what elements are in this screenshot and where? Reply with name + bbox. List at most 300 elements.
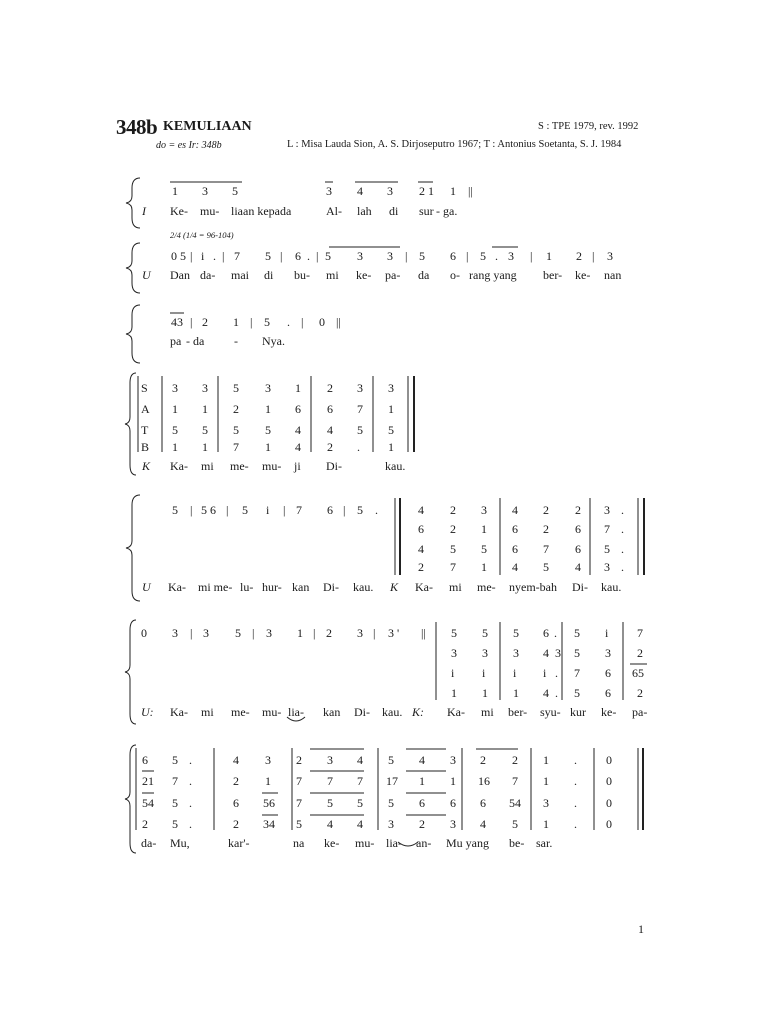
note: 3	[513, 646, 519, 660]
note: 4	[327, 423, 333, 437]
note: 3	[172, 626, 178, 640]
note: 5	[574, 646, 580, 660]
credits: L : Misa Lauda Sion, A. S. Dirjoseputro 1967; T : Antonius Soetanta, S. J. 1984	[287, 139, 622, 150]
note: 1	[172, 402, 178, 416]
note: 2	[576, 249, 582, 263]
note: 21	[142, 774, 154, 788]
note: 6	[450, 249, 456, 263]
note: 0	[606, 753, 612, 767]
note: 1	[546, 249, 552, 263]
note: 3	[327, 753, 333, 767]
lyric: lia-	[386, 836, 402, 850]
note: 7	[512, 774, 518, 788]
note: 2	[419, 817, 425, 831]
lyric: kar'-	[228, 836, 250, 850]
lyric: Ka-	[170, 705, 188, 719]
note: 5	[357, 796, 363, 810]
note: 34	[263, 817, 275, 831]
note: .	[495, 249, 498, 263]
lyric: lia-	[288, 705, 304, 719]
lyric: o-	[450, 268, 460, 282]
note: 1	[543, 753, 549, 767]
note: 3	[357, 381, 363, 395]
note: .	[213, 249, 216, 263]
note: 1	[482, 686, 488, 700]
note: 5	[172, 503, 178, 517]
lyric: kau.	[353, 580, 374, 594]
lyric: ke-	[601, 705, 617, 719]
lyric: sur	[419, 204, 434, 218]
note: 5	[388, 753, 394, 767]
note: .	[189, 817, 192, 831]
lyric: di	[264, 268, 274, 282]
barline: |	[250, 315, 253, 329]
note: 3	[604, 503, 610, 517]
note: 6	[512, 522, 518, 536]
note: 5	[451, 626, 457, 640]
note: 1	[543, 774, 549, 788]
note: 7	[296, 503, 302, 517]
role-label: U	[142, 580, 151, 594]
note: i	[543, 666, 547, 680]
lyric: me-	[231, 705, 250, 719]
lyric: sar.	[536, 836, 553, 850]
note: 1	[265, 774, 271, 788]
lyric: lah	[357, 204, 372, 218]
note: i	[201, 249, 205, 263]
note: 6	[450, 796, 456, 810]
lyric: hur-	[262, 580, 282, 594]
note: 5	[388, 423, 394, 437]
note: 4	[327, 817, 333, 831]
lyric: kau.	[382, 705, 403, 719]
source-info: S : TPE 1979, rev. 1992	[538, 121, 639, 132]
note: 3	[543, 796, 549, 810]
lyric: Di-	[572, 580, 588, 594]
note: 65	[632, 666, 644, 680]
barline: |	[190, 626, 193, 640]
barline: |	[466, 249, 469, 263]
note: 5 6	[201, 503, 216, 517]
note: 54	[142, 796, 154, 810]
lyric: mi me-	[198, 580, 233, 594]
lyric: ke-	[324, 836, 340, 850]
voice-label-tenor: T	[141, 423, 149, 437]
barline: |	[316, 249, 319, 263]
voice-label-bass: B	[141, 440, 150, 454]
note: 6	[142, 753, 148, 767]
note: 2	[233, 774, 239, 788]
lyric: mu-	[355, 836, 375, 850]
lyric: lu-	[240, 580, 254, 594]
note: .	[287, 315, 290, 329]
note: 7	[233, 440, 239, 454]
note: 5	[233, 423, 239, 437]
barline: |	[190, 503, 193, 517]
note: 7	[574, 666, 580, 680]
note: 6	[295, 402, 301, 416]
note: 3	[605, 646, 611, 660]
note: 6	[295, 249, 301, 263]
note: 2	[512, 753, 518, 767]
note: 16	[478, 774, 490, 788]
note: 1	[295, 381, 301, 395]
note: 5	[450, 542, 456, 556]
note: 5	[480, 249, 486, 263]
lyric: be-	[509, 836, 525, 850]
note: .	[574, 796, 577, 810]
barline: |	[313, 626, 316, 640]
note: 3	[172, 381, 178, 395]
note: 2	[450, 522, 456, 536]
page-number: 1	[638, 922, 644, 936]
note: 2	[296, 753, 302, 767]
note: .	[189, 774, 192, 788]
note: 2	[450, 503, 456, 517]
barline: |	[373, 626, 376, 640]
note: 2	[480, 753, 486, 767]
voice-label-soprano: S	[141, 381, 148, 395]
note: 3	[357, 249, 363, 263]
note: 4	[357, 753, 363, 767]
note: 7	[357, 774, 363, 788]
note: .	[574, 774, 577, 788]
note: 3	[387, 184, 393, 198]
note: 0	[606, 774, 612, 788]
note: 0 5	[171, 249, 186, 263]
double-barline: ||	[336, 315, 341, 329]
lyric: Dan	[170, 268, 190, 282]
lyric: Ka-	[415, 580, 433, 594]
note: .	[357, 440, 360, 454]
note: 1	[543, 817, 549, 831]
note: 5	[357, 503, 363, 517]
note: .	[307, 249, 310, 263]
note: i	[451, 666, 455, 680]
song-number: 348b	[116, 115, 158, 139]
note: 3	[388, 381, 394, 395]
note: .	[621, 522, 624, 536]
lyric: mu-	[262, 705, 282, 719]
note: 2 1	[419, 184, 434, 198]
note: 6	[327, 402, 333, 416]
barline: |	[405, 249, 408, 263]
note: 5	[296, 817, 302, 831]
note: 7	[637, 626, 643, 640]
note: 3	[203, 626, 209, 640]
lyric: kan	[323, 705, 341, 719]
barline: |	[301, 315, 304, 329]
lyric: Ka-	[170, 459, 188, 473]
lyric: Di-	[323, 580, 339, 594]
note: 1	[419, 774, 425, 788]
lyric: pa	[170, 334, 182, 348]
note: 4	[295, 440, 301, 454]
note: 43	[171, 315, 183, 329]
lyric: mi	[449, 580, 462, 594]
note: 4	[357, 184, 363, 198]
note: 5	[264, 315, 270, 329]
note: 1	[388, 402, 394, 416]
voice-label-alto: A	[141, 402, 150, 416]
note: 2	[543, 522, 549, 536]
lyric: kau.	[385, 459, 406, 473]
note: 3	[388, 817, 394, 831]
note: 3	[607, 249, 613, 263]
lyric: Al-	[326, 204, 342, 218]
note: 4	[543, 646, 549, 660]
note: 7	[234, 249, 240, 263]
note: 2	[575, 503, 581, 517]
note: 6	[327, 503, 333, 517]
note: 2	[637, 686, 643, 700]
note: .	[555, 666, 558, 680]
lyric: pa-	[632, 705, 648, 719]
note: 6	[575, 542, 581, 556]
note: 7	[296, 774, 302, 788]
note: 7	[357, 402, 363, 416]
note: 1	[297, 626, 303, 640]
note: 6	[512, 542, 518, 556]
note: .	[189, 753, 192, 767]
lyric: me-	[477, 580, 496, 594]
note: 6	[605, 666, 611, 680]
note: .	[555, 686, 558, 700]
note: 7	[450, 560, 456, 574]
note: 5	[574, 626, 580, 640]
barline: |	[283, 503, 286, 517]
note: 5	[202, 423, 208, 437]
note: 4	[418, 503, 424, 517]
note: .	[621, 542, 624, 556]
note: 3	[202, 381, 208, 395]
role-label: K:	[412, 705, 424, 719]
barline: |	[226, 503, 229, 517]
note: 3	[202, 184, 208, 198]
role-label: K	[142, 459, 151, 473]
lyric: mai	[231, 268, 249, 282]
lyric: Di-	[326, 459, 342, 473]
lyric: mi	[481, 705, 494, 719]
note: 5	[235, 626, 241, 640]
lyric: rang yang	[469, 268, 517, 282]
lyric: da-	[141, 836, 157, 850]
song-title: KEMULIAAN	[163, 119, 252, 134]
note: 5	[482, 626, 488, 640]
role-label: K	[390, 580, 399, 594]
note: 1	[265, 402, 271, 416]
lyric: Mu yang	[446, 836, 489, 850]
note: 3	[387, 249, 393, 263]
note: 1	[481, 522, 487, 536]
note: 4	[418, 542, 424, 556]
barline: |	[343, 503, 346, 517]
note: 3	[450, 753, 456, 767]
note: 5	[242, 503, 248, 517]
note: .	[574, 817, 577, 831]
note: 5	[233, 381, 239, 395]
note: .	[375, 503, 378, 517]
note: 1	[172, 184, 178, 198]
barline: |	[592, 249, 595, 263]
lyric: liaan kepada	[231, 204, 292, 218]
lyric: di	[389, 204, 399, 218]
note: 2	[637, 646, 643, 660]
lyric: mi	[201, 459, 214, 473]
note: 4	[419, 753, 425, 767]
lyric: me-	[230, 459, 249, 473]
barline: |	[222, 249, 225, 263]
note: 5	[232, 184, 238, 198]
lyric: ke-	[575, 268, 591, 282]
note: 3	[450, 817, 456, 831]
role-label: I	[142, 204, 146, 218]
lyric: syu-	[540, 705, 561, 719]
note: .	[554, 626, 557, 640]
lyric: na	[293, 836, 305, 850]
note: 7	[604, 522, 610, 536]
note: 5	[172, 817, 178, 831]
note: 3	[604, 560, 610, 574]
note: 7	[296, 796, 302, 810]
note: 5	[574, 686, 580, 700]
lyric: bu-	[294, 268, 310, 282]
note: 5	[172, 753, 178, 767]
note: 0	[319, 315, 325, 329]
note: 5	[357, 423, 363, 437]
barline: |	[190, 249, 193, 263]
note: 5	[481, 542, 487, 556]
note: 5	[265, 249, 271, 263]
double-barline: ||	[468, 184, 473, 198]
note: 6	[575, 522, 581, 536]
lyric: kau.	[601, 580, 622, 594]
note: 4	[233, 753, 239, 767]
note: 3	[482, 646, 488, 660]
note: 5	[325, 249, 331, 263]
lyric: da	[418, 268, 430, 282]
note: 4	[543, 686, 549, 700]
note: 2	[543, 503, 549, 517]
note: 6	[418, 522, 424, 536]
lyric: - ga.	[436, 204, 458, 218]
note: 4	[295, 423, 301, 437]
lyric: ji	[294, 459, 301, 473]
note: 3	[451, 646, 457, 660]
lyric: mu-	[262, 459, 282, 473]
note: 5	[512, 817, 518, 831]
note: 1	[481, 560, 487, 574]
lyric: an-	[416, 836, 432, 850]
note: 1	[172, 440, 178, 454]
note: 17	[386, 774, 398, 788]
lyric: Ke-	[170, 204, 188, 218]
note: 7	[327, 774, 333, 788]
note: 6	[543, 626, 549, 640]
role-label: U	[142, 268, 151, 282]
note: 54	[509, 796, 521, 810]
note: 0	[606, 796, 612, 810]
note: 6	[233, 796, 239, 810]
barline: |	[252, 626, 255, 640]
barline: |	[190, 315, 193, 329]
note: 7	[172, 774, 178, 788]
lyric: pa-	[385, 268, 401, 282]
note: 4	[512, 560, 518, 574]
note: i	[513, 666, 517, 680]
note: 6	[480, 796, 486, 810]
note: 4	[512, 503, 518, 517]
note: i	[266, 503, 270, 517]
note: 1	[265, 440, 271, 454]
note: 1	[202, 402, 208, 416]
lyric: Di-	[354, 705, 370, 719]
lyric: mu-	[200, 204, 220, 218]
note: i	[482, 666, 486, 680]
lyric: da-	[200, 268, 216, 282]
note: 2	[327, 381, 333, 395]
note: 2	[233, 817, 239, 831]
note: .	[621, 560, 624, 574]
note: 4	[357, 817, 363, 831]
note: 0	[141, 626, 147, 640]
note: 2	[326, 626, 332, 640]
note: 3	[555, 646, 561, 660]
lyric: ber-	[543, 268, 563, 282]
lyric: -	[234, 334, 238, 348]
lyric: nyem-bah	[509, 580, 557, 594]
note: .	[621, 503, 624, 517]
note: 3	[357, 626, 363, 640]
role-label: U:	[141, 705, 154, 719]
lyric: Ka-	[447, 705, 465, 719]
note: 5	[543, 560, 549, 574]
note: 5	[327, 796, 333, 810]
note: i	[605, 626, 609, 640]
lyric: kan	[292, 580, 310, 594]
lyric: nan	[604, 268, 622, 282]
note: 2	[327, 440, 333, 454]
note: 3	[508, 249, 514, 263]
note: 6	[419, 796, 425, 810]
note: 1	[450, 184, 456, 198]
lyric: mi	[326, 268, 339, 282]
note: 3	[265, 753, 271, 767]
tempo-mark: 2/4 (1/4 = 96-104)	[170, 230, 234, 240]
note: 3 '	[388, 626, 400, 640]
note: 1	[450, 774, 456, 788]
note: 2	[418, 560, 424, 574]
note: 1	[388, 440, 394, 454]
lyric: Ka-	[168, 580, 186, 594]
note: .	[574, 753, 577, 767]
note: 5	[388, 796, 394, 810]
note: .	[189, 796, 192, 810]
note: 3	[326, 184, 332, 198]
note: 0	[606, 817, 612, 831]
lyric: kur	[570, 705, 586, 719]
note: 5	[513, 626, 519, 640]
lyric: Nya.	[262, 334, 285, 348]
note: 3	[266, 626, 272, 640]
note: 5	[419, 249, 425, 263]
note: 3	[265, 381, 271, 395]
note: 1	[451, 686, 457, 700]
note: 5	[604, 542, 610, 556]
note: 56	[263, 796, 275, 810]
note: 1	[202, 440, 208, 454]
double-barline: ||	[421, 626, 426, 640]
